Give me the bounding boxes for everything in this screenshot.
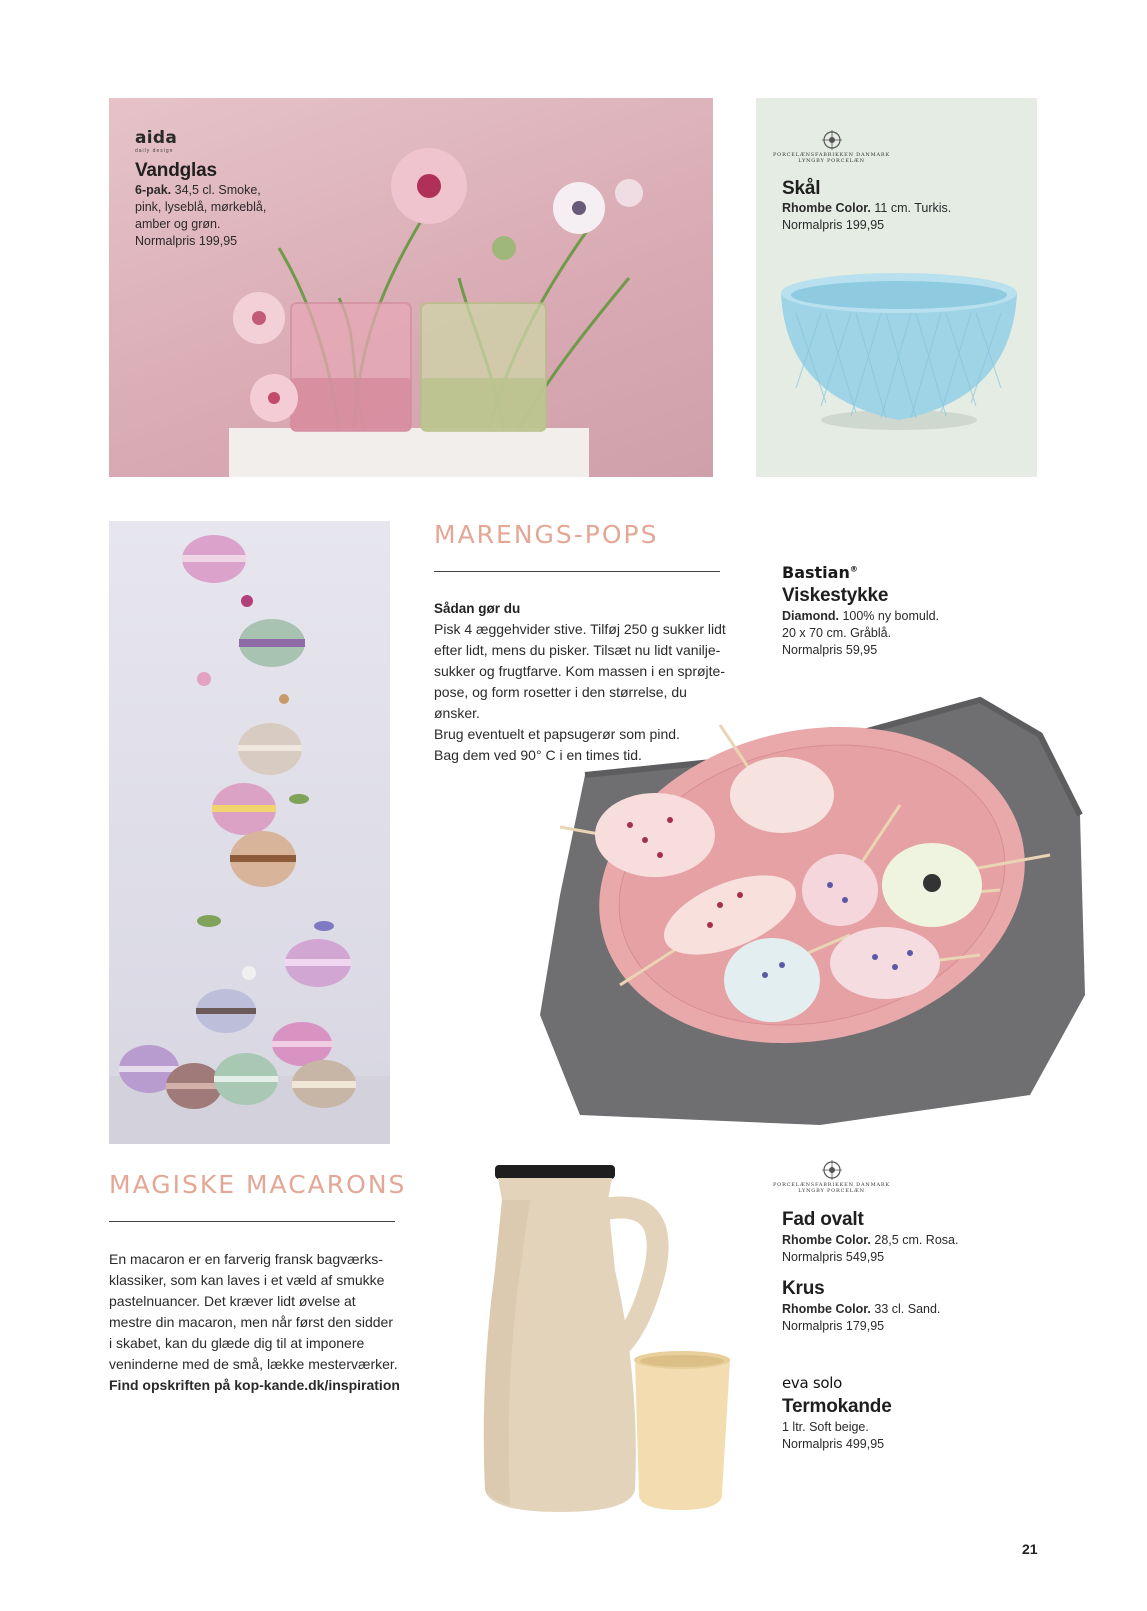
aida-brand-sub: daily design (135, 148, 174, 154)
skaal-desc: 11 cm. Turkis. (874, 201, 952, 215)
vandglas-illustration (109, 98, 713, 477)
fad-title: Fad ovalt (782, 1209, 864, 1230)
marengs-line-1: Pisk 4 æggehvider stive. Tilføj 250 g sukker lidt (434, 621, 726, 637)
aida-brand: aida (135, 128, 178, 148)
krus-description (782, 1301, 1002, 1335)
lyngby-emblem-icon (822, 130, 842, 152)
termokande-desc: 1 ltr. Soft beige. (782, 1420, 869, 1434)
vandglas-photo (109, 98, 713, 477)
lyngby-brand-line-2: LYNGBY PORCELÆN (798, 158, 865, 164)
skaal-title: Skål (782, 178, 821, 199)
macarons-line-5: i skabet, kan du glæde dig til at imponere (109, 1335, 365, 1351)
macarons-heading: MAGISKE MACARONS (109, 1170, 407, 1199)
lyngby-emblem-icon-bottom (822, 1160, 842, 1182)
carafe-mug-illustration (440, 1160, 770, 1520)
viskestykke-price: Normalpris 59,95 (782, 643, 878, 657)
viskestykke-desc: 100% ny bomuld. (842, 609, 940, 623)
viskestykke-lead: Diamond. (782, 609, 839, 623)
aida-logo (135, 128, 177, 154)
marengs-heading: MARENGS-POPS (434, 520, 659, 549)
fad-desc: 28,5 cm. Rosa. (874, 1233, 959, 1247)
page-number: 21 (1022, 1541, 1038, 1557)
fad-description (782, 1232, 1002, 1266)
meringue-plate-photo (520, 695, 1110, 1130)
lyngby-logo-top (773, 130, 890, 164)
marengs-line-3: sukker og frugtfarve. Kom massen i en sprøjte- (434, 663, 725, 679)
termokande-title: Termokande (782, 1396, 892, 1417)
macarons-line-4: mestre din macaron, men når først den sidder (109, 1314, 394, 1330)
macarons-line-2: klassiker, som kan laves i et væld af smukke (109, 1272, 385, 1288)
macarons-divider (109, 1221, 395, 1222)
vandglas-desc-1: 34,5 cl. Smoke, (174, 183, 261, 197)
vandglas-description (135, 182, 315, 250)
vandglas-title: Vandglas (135, 160, 217, 181)
viskestykke-desc-2: 20 x 70 cm. Gråblå. (782, 626, 892, 640)
krus-desc: 33 cl. Sand. (874, 1302, 941, 1316)
termokande-description (782, 1419, 1002, 1453)
lyngby-logo-bottom (773, 1160, 890, 1194)
skaal-description (782, 200, 1002, 234)
vandglas-price: Normalpris 199,95 (135, 234, 238, 248)
skaal-price: Normalpris 199,95 (782, 218, 885, 232)
meringue-illustration (520, 695, 1110, 1130)
bastian-brand: Bastian (782, 563, 850, 582)
marengs-line-2: efter lidt, mens du pisker. Tilsæt nu lidt vanilje- (434, 642, 721, 658)
vandglas-lead: 6-pak. (135, 183, 172, 197)
carafe-mug-photo (440, 1160, 770, 1520)
vandglas-desc-3: amber og grøn. (135, 217, 221, 231)
macarons-line-6: veninderne med de små, lække mesterværker. (109, 1356, 398, 1372)
fad-brand-line-2: LYNGBY PORCELÆN (798, 1188, 865, 1194)
krus-lead: Rhombe Color. (782, 1302, 871, 1316)
fad-brand-line-1: PORCELÆNSFABRIKKEN DANMARK (773, 1182, 890, 1188)
viskestykke-title: Viskestykke (782, 585, 889, 606)
macarons-line-1: En macaron er en farverig fransk bagværks- (109, 1251, 383, 1267)
fad-price: Normalpris 549,95 (782, 1250, 885, 1264)
macarons-text (109, 1249, 429, 1396)
krus-title: Krus (782, 1278, 825, 1299)
viskestykke-description (782, 608, 1002, 659)
vandglas-desc-2: pink, lyseblå, mørkeblå, (135, 200, 267, 214)
macarons-line-3: pastelnuancer. Det kræver lidt øvelse at (109, 1293, 356, 1309)
marengs-line-4: pose, og form rosetter i den størrelse, du ønsker. (434, 684, 687, 721)
lyngby-brand-line-1: PORCELÆNSFABRIKKEN DANMARK (773, 152, 890, 158)
marengs-divider (434, 571, 720, 572)
evasolo-logo: eva solo (782, 1374, 843, 1392)
marengs-howto-title: Sådan gør du (434, 601, 521, 616)
krus-price: Normalpris 179,95 (782, 1319, 885, 1333)
termokande-price: Normalpris 499,95 (782, 1437, 885, 1451)
skaal-lead: Rhombe Color. (782, 201, 871, 215)
bastian-logo (782, 563, 858, 582)
macarons-cta-link[interactable]: Find opskriften på kop-kande.dk/inspiration (109, 1377, 400, 1393)
marengs-line-6: Bag dem ved 90° C i en times tid. (434, 747, 642, 763)
macaron-illustration (109, 521, 390, 1144)
bastian-registered-mark: ® (849, 564, 858, 574)
marengs-line-5: Brug eventuelt et papsugerør som pind. (434, 726, 680, 742)
fad-lead: Rhombe Color. (782, 1233, 871, 1247)
macaron-photo (109, 521, 390, 1144)
